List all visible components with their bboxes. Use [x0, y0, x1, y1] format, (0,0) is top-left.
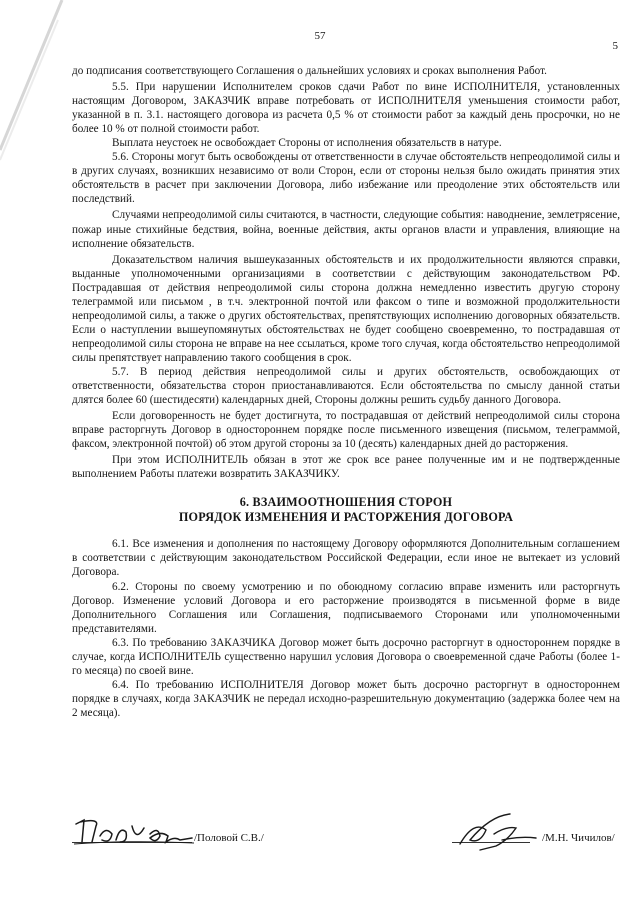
- paragraph: Если договоренность не будет достигнута, то пострадавшая от действий непреодолимой силы сторона вправе расторгнуть Договор в одностороннем порядке после письменного извещения (письмом, телеграммой, факсом, электронной почтой) об этом другой стороны за 10 (десять) календарных дней до расторжения.: [72, 410, 620, 451]
- document-body: [72, 64, 620, 720]
- section-heading-line-2: ПОРЯДОК ИЗМЕНЕНИЯ И РАСТОРЖЕНИЯ ДОГОВОРА: [178, 510, 514, 525]
- signatory-right-name: /М.Н. Чичилов/: [542, 832, 615, 844]
- paragraph-5-6: 5.6. Стороны могут быть освобождены от ответственности в случае обстоятельств непреодолимой силы и в других случаях, возникших независимо от воли Сторон, если от стороны нельзя было ожидать принятия этих обстоятельств в расчет при заключении Договора, либо избежание или преодоление этих обстоятельств или последствий.: [72, 151, 620, 206]
- paragraph: Выплата неустоек не освобождает Стороны от исполнения обязательств в натуре.: [112, 137, 502, 150]
- paragraph: При этом ИСПОЛНИТЕЛЬ обязан в этот же срок все ранее полученные им и не подтвержденные выполнением Работы платежи возвратить ЗАКАЗЧИКУ.: [72, 454, 620, 481]
- paragraph: Доказательством наличия вышеуказанных обстоятельств и их продолжительности являются справки, выданные уполномоченными организациями в соответствии с действующим законодательством РФ. Пострадавшая от действия непреодолимой силы сторона должна немедленно известить другую сторону телеграммой или письмом , в т.ч. электронной почтой или факсом о типе и возможной продолжительности непреодолимой силы, а также о других обстоятельствах, препятствующих исполнению договорных обязательств. Если о наступлении вышеупомянутых обстоятельствах не будет сообщено своевременно, то пострадавшая от непреодолимой силы сторона не вправе на нее ссылаться, кроме того случая, когда обстоятельство непреодолимой силы препятствует направлению такого сообщения в срок.: [72, 253, 620, 364]
- page-number-secondary: 5: [612, 40, 618, 52]
- handwritten-signature-left: [70, 816, 200, 850]
- handwritten-signature-right: [450, 810, 540, 854]
- paragraph-6-2: 6.2. Стороны по своему усмотрению и по обоюдному согласию вправе изменить или расторгнуть Договор. Изменение условий Договора и его расторжение производятся в письменной форме в виде Дополнительного Соглашения или Соглашения, подписываемого Сторонами или уполномоченными представителями.: [72, 580, 620, 635]
- signatory-left-name: /Половой С.В./: [194, 832, 264, 844]
- signature-block: [72, 816, 622, 856]
- paragraph: Случаями непреодолимой силы считаются, в частности, следующие события: наводнение, землетрясение, пожар иные стихийные бедствия, война, военные действия, акты органов власти и управления, влияющие на исполнение обязательств.: [72, 209, 620, 250]
- paragraph: до подписания соответствующего Соглашения о дальнейших условиях и сроках выполнения Работ.: [72, 65, 547, 77]
- page-number: 57: [314, 30, 326, 42]
- paragraph-6-1: 6.1. Все изменения и дополнения по настоящему Договору оформляются Дополнительным соглашением в соответствии с действующим законодательством Российской Федерации, если иное не вытекает из условий Договора.: [72, 538, 620, 579]
- paragraph-5-7: 5.7. В период действия непреодолимой силы и других обстоятельств, освобождающих от ответственности, обязательства сторон приостанавливаются. Если обстоятельства по смыслу данной статьи длятся более 60 (шестидесяти) календарных дней, Стороны должны решить судьбу данного Договора.: [72, 365, 620, 407]
- paragraph-6-4: 6.4. По требованию ИСПОЛНИТЕЛЯ Договор может быть досрочно расторгнут в одностороннем порядке в случаях, когда ЗАКАЗЧИК не передал исходно-разрешительную документацию (задержка более чем на 2 месяца).: [72, 678, 620, 719]
- page-fold-shadow: [0, 0, 70, 170]
- paragraph-5-5: 5.5. При нарушении Исполнителем сроков сдачи Работ по вине ИСПОЛНИТЕЛЯ, установленных настоящим Договором, ЗАКАЗЧИК вправе потребовать от ИСПОЛНИТЕЛЯ уменьшения стоимости работ, указанной в п. 3.1. настоящего договора из расчета 0,5 % от стоимости работ за каждый день просрочки, но не более 10 % от полной стоимости работ.: [72, 81, 620, 136]
- paragraph-6-3: 6.3. По требованию ЗАКАЗЧИКА Договор может быть досрочно расторгнут в одностороннем порядке в случае, когда ИСПОЛНИТЕЛЬ существенно нарушил условия Договора о своевременной сдаче Работы (более 1-го месяца) по своей вине.: [72, 636, 620, 677]
- section-heading-line-1: 6. ВЗАИМООТНОШЕНИЯ СТОРОН: [239, 495, 453, 510]
- section-heading: [72, 495, 620, 525]
